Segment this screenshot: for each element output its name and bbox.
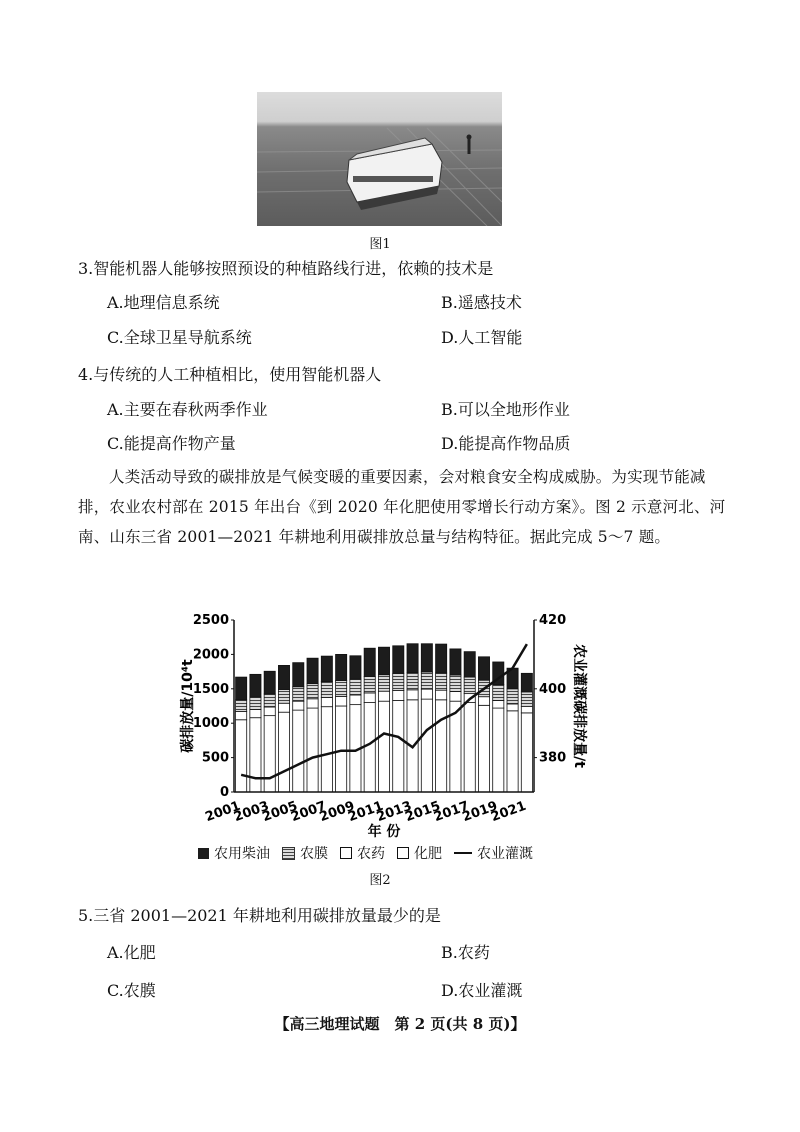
q3-option-d[interactable]: D.人工智能	[441, 328, 523, 347]
figure2-chart	[170, 606, 600, 841]
bar-film-2021	[521, 692, 532, 706]
q4-option-b[interactable]: B.可以全地形作业	[441, 400, 570, 419]
bar-film-2013	[407, 673, 418, 690]
y2-axis-label: 农业灌溉碳排放量/t	[571, 644, 587, 768]
bar-film-2006	[307, 684, 318, 699]
bar-fertilizer-2014	[421, 699, 432, 792]
bar-pesticide-2002	[250, 709, 261, 717]
bar-diesel-2011	[378, 647, 389, 675]
legend-label: 农业灌溉	[477, 846, 533, 862]
bar-fertilizer-2010	[364, 703, 375, 792]
bar-film-2011	[378, 675, 389, 692]
bar-pesticide-2010	[364, 693, 375, 703]
q4-option-a[interactable]: A.主要在春秋两季作业	[107, 400, 268, 419]
bar-fertilizer-2005	[293, 710, 304, 792]
y-tick-label: 2500	[192, 613, 229, 628]
bar-fertilizer-2020	[507, 711, 518, 792]
legend-item-pesticide	[340, 843, 385, 863]
bar-film-2003	[264, 694, 275, 707]
bar-pesticide-2018	[478, 697, 489, 706]
figure1-caption: 图1	[369, 237, 391, 252]
bar-film-2005	[293, 687, 304, 701]
bar-pesticide-2011	[378, 691, 389, 701]
bar-film-2002	[250, 697, 261, 709]
bar-film-2012	[393, 673, 404, 690]
legend-swatch-hatch-icon	[282, 847, 295, 860]
question-5-stem: 5.三省 2001—2021 年耕地利用碳排放量最少的是	[78, 906, 441, 925]
figure1-photo	[257, 92, 502, 226]
bar-diesel-2002	[250, 674, 261, 697]
bar-pesticide-2009	[350, 695, 361, 705]
q5-option-b[interactable]: B.农药	[441, 943, 490, 962]
legend-label: 农药	[357, 846, 385, 862]
q3-option-b[interactable]: B.遥感技术	[441, 293, 522, 312]
bar-fertilizer-2002	[250, 718, 261, 792]
bar-pesticide-2015	[436, 690, 447, 700]
q5-option-a[interactable]: A.化肥	[107, 943, 156, 962]
bar-fertilizer-2012	[393, 701, 404, 793]
bar-diesel-2018	[478, 657, 489, 680]
bar-pesticide-2012	[393, 691, 404, 701]
bar-film-2004	[278, 689, 289, 703]
bar-pesticide-2004	[278, 703, 289, 712]
bar-fertilizer-2019	[493, 708, 504, 792]
x-tick-label: 2017	[431, 798, 472, 826]
bar-film-2008	[336, 681, 347, 697]
bar-film-2014	[421, 672, 432, 689]
bar-film-2015	[436, 673, 447, 690]
y-tick-label: 2000	[192, 647, 229, 663]
bar-pesticide-2020	[507, 704, 518, 711]
bar-fertilizer-2015	[436, 700, 447, 792]
x-tick-label: 2015	[403, 798, 443, 826]
bar-pesticide-2021	[521, 706, 532, 713]
legend-swatch-line-icon	[454, 852, 472, 854]
bar-pesticide-2013	[407, 690, 418, 700]
y-axis-ticks	[193, 613, 234, 800]
bar-fertilizer-2011	[378, 701, 389, 792]
bar-film-2001	[236, 700, 247, 712]
x-tick-label: 2009	[317, 798, 357, 826]
bar-pesticide-2007	[321, 697, 332, 706]
legend-swatch-solid-icon	[198, 848, 209, 859]
q3-option-c[interactable]: C.全球卫星导航系统	[107, 328, 252, 347]
legend-swatch-white-icon	[340, 847, 352, 859]
bar-fertilizer-2007	[321, 707, 332, 792]
x-tick-label: 2019	[460, 798, 500, 826]
bar-diesel-2009	[350, 656, 361, 679]
y2-tick-label: 420	[539, 613, 567, 628]
legend-label: 农用柴油	[214, 846, 270, 862]
bar-diesel-2005	[293, 663, 304, 687]
bar-pesticide-2014	[421, 689, 432, 699]
page-footer: 【高三地理试题 第 2 页(共 8 页)】	[274, 1015, 526, 1033]
bar-diesel-2012	[393, 646, 404, 674]
bar-film-2019	[493, 685, 504, 701]
bar-film-2007	[321, 682, 332, 698]
legend-item-film	[282, 843, 328, 863]
q4-option-c[interactable]: C.能提高作物产量	[107, 434, 236, 453]
field-robot-image	[257, 92, 502, 226]
x-tick-label: 2007	[289, 798, 329, 826]
x-tick-label: 2003	[231, 798, 272, 826]
bar-pesticide-2001	[236, 712, 247, 720]
bar-diesel-2001	[236, 677, 247, 700]
bar-diesel-2007	[321, 656, 332, 681]
bar-diesel-2003	[264, 671, 275, 694]
legend-item-irrigation	[454, 843, 533, 863]
bar-fertilizer-2008	[336, 706, 347, 792]
bar-fertilizer-2018	[478, 705, 489, 792]
bar-diesel-2015	[436, 644, 447, 673]
bar-film-2016	[450, 675, 461, 692]
q4-option-d[interactable]: D.能提高作物品质	[441, 434, 571, 453]
bar-diesel-2017	[464, 652, 475, 677]
passage-text: 人类活动导致的碳排放是气候变暖的重要因素，会对粮食安全构成威胁。为实现节能减排，农业农村部在 2015 年出台《到 2020 年化肥使用零增长行动方案》。图 2 示意河北、河南、山东三省 2001—2021 年耕地利用碳排放总量与结构特征。据此完成 5～7 题。	[78, 468, 726, 546]
legend-swatch-white-icon	[397, 847, 409, 859]
bar-diesel-2006	[307, 658, 318, 683]
bar-fertilizer-2001	[236, 720, 247, 792]
bar-diesel-2013	[407, 644, 418, 673]
bar-pesticide-2019	[493, 701, 504, 709]
bar-fertilizer-2003	[264, 716, 275, 792]
y-axis-label: 碳排放量/10⁴t	[180, 659, 196, 753]
q5-option-d[interactable]: D.农业灌溉	[441, 981, 523, 1000]
bar-pesticide-2008	[336, 696, 347, 706]
bar-diesel-2004	[278, 665, 289, 689]
bar-diesel-2016	[450, 649, 461, 675]
x-tick-label: 2013	[374, 798, 414, 826]
bar-film-2010	[364, 676, 375, 693]
bar-fertilizer-2004	[278, 712, 289, 792]
x-tick-label: 2001	[203, 798, 243, 826]
bar-pesticide-2016	[450, 692, 461, 702]
bar-film-2020	[507, 689, 518, 704]
figure2-caption: 图2	[369, 873, 391, 888]
y-tick-label: 1000	[192, 716, 229, 732]
y-tick-label: 1500	[192, 681, 229, 697]
question-3-stem: 3.智能机器人能够按照预设的种植路线行进，依赖的技术是	[78, 259, 494, 278]
bar-diesel-2021	[521, 673, 532, 692]
legend-item-fertilizer	[397, 843, 442, 863]
y-tick-label: 500	[201, 750, 229, 766]
bar-diesel-2014	[421, 644, 432, 672]
y-tick-label: 0	[219, 785, 229, 800]
legend-label: 农膜	[300, 846, 328, 862]
bar-pesticide-2003	[264, 707, 275, 716]
bar-pesticide-2006	[307, 699, 318, 708]
bar-diesel-2008	[336, 654, 347, 680]
bar-fertilizer-2006	[307, 708, 318, 792]
y2-tick-label: 380	[539, 750, 567, 766]
bar-fertilizer-2017	[464, 703, 475, 792]
y2-axis-ticks	[534, 613, 566, 766]
legend-item-diesel	[198, 843, 270, 863]
bar-film-2009	[350, 679, 361, 695]
bar-pesticide-2005	[293, 701, 304, 710]
y2-tick-label: 400	[539, 681, 567, 697]
x-tick-label: 2011	[346, 798, 386, 826]
chart-legend	[198, 843, 533, 863]
bar-diesel-2010	[364, 648, 375, 676]
x-tick-label: 2005	[260, 798, 300, 826]
x-tick-label: 2021	[489, 798, 529, 826]
bar-fertilizer-2021	[521, 713, 532, 792]
legend-label: 化肥	[414, 846, 442, 862]
q5-option-c[interactable]: C.农膜	[107, 981, 156, 1000]
bar-film-2017	[464, 677, 475, 694]
q3-option-a[interactable]: A.地理信息系统	[107, 293, 220, 312]
x-axis-label: 年 份	[367, 824, 401, 840]
chart-bars	[236, 644, 533, 792]
x-axis-ticks	[203, 799, 528, 825]
question-4-stem: 4.与传统的人工种植相比，使用智能机器人	[78, 365, 382, 384]
